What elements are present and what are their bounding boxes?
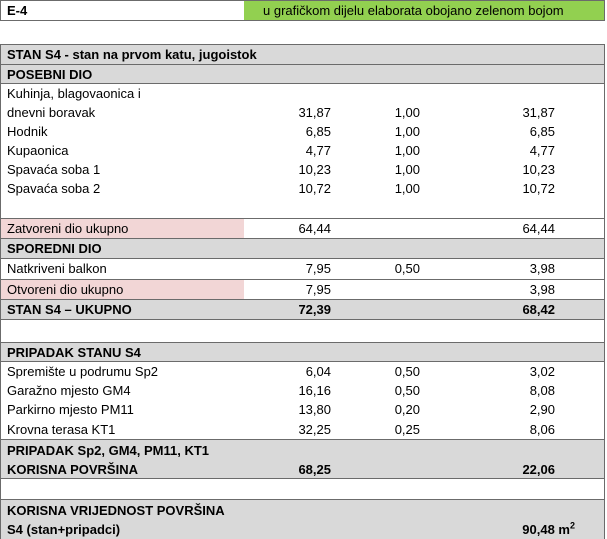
spacer-row xyxy=(0,198,605,218)
apartment-total-row xyxy=(0,299,605,320)
total-label: Otvoreni dio ukupno xyxy=(7,282,124,297)
gross-area: 4,77 xyxy=(305,143,331,158)
coefficient: 0,50 xyxy=(394,261,420,276)
gross-area: 16,16 xyxy=(298,383,331,398)
useful-area: 8,08 xyxy=(529,383,555,398)
apartment-title: STAN S4 - stan na prvom katu, jugoistok xyxy=(7,47,257,62)
useful-area: 3,02 xyxy=(529,364,555,379)
useful-area: 10,72 xyxy=(522,181,555,196)
useful-area: 10,23 xyxy=(522,162,555,177)
coefficient: 0,20 xyxy=(394,402,420,417)
section-heading-pripadak xyxy=(0,342,605,362)
useful-value-label-line1: KORISNA VRIJEDNOST POVRŠINA xyxy=(7,503,225,518)
appurtenance-name: Garažno mjesto GM4 xyxy=(7,383,131,398)
table-row xyxy=(0,160,605,179)
apartment-code: E-4 xyxy=(7,3,28,18)
gross-area: 10,72 xyxy=(298,181,331,196)
gross-area: 7,95 xyxy=(305,282,331,297)
useful-value-total xyxy=(1,520,575,539)
gross-area: 6,04 xyxy=(305,364,331,379)
useful-area: 3,98 xyxy=(529,261,555,276)
gross-area: 13,80 xyxy=(298,402,331,417)
useful-value-total-row xyxy=(0,499,605,539)
room-name: Spavaća soba 1 xyxy=(7,162,101,177)
table-row xyxy=(0,381,605,400)
room-name: Spavaća soba 2 xyxy=(7,181,101,196)
closed-total-row xyxy=(0,218,605,238)
room-name: Natkriveni balkon xyxy=(7,261,107,276)
table-row xyxy=(0,84,605,103)
gross-area: 72,39 xyxy=(298,302,331,317)
summary-label-line1: PRIPADAK Sp2, GM4, PM11, KT1 xyxy=(7,443,210,458)
room-name: dnevni boravak xyxy=(7,105,96,120)
useful-value-number: 90,48 m xyxy=(522,522,570,537)
unit-superscript: 2 xyxy=(569,520,575,531)
summary-label-line2: KORISNA POVRŠINA xyxy=(7,462,138,477)
appurtenance-name: Parkirno mjesto PM11 xyxy=(7,402,134,417)
table-row xyxy=(0,362,605,381)
useful-area: 68,42 xyxy=(522,302,555,317)
coefficient: 1,00 xyxy=(394,162,420,177)
spacer-row xyxy=(0,320,605,342)
table-row xyxy=(0,400,605,420)
room-name: Hodnik xyxy=(7,124,48,139)
apartment-title-row xyxy=(0,44,605,64)
table-row xyxy=(0,122,605,141)
coefficient: 1,00 xyxy=(394,105,420,120)
table-row xyxy=(0,420,605,439)
useful-area: 31,87 xyxy=(522,105,555,120)
useful-value-label-line2: S4 (stan+pripadci) xyxy=(7,522,121,537)
gross-area: 7,95 xyxy=(305,261,331,276)
table-row xyxy=(0,259,605,279)
useful-area: 8,06 xyxy=(529,422,555,437)
useful-area: 3,98 xyxy=(529,282,555,297)
gross-area: 10,23 xyxy=(298,162,331,177)
useful-area: 22,06 xyxy=(522,462,555,477)
useful-area: 4,77 xyxy=(529,143,555,158)
section-heading-posebni xyxy=(0,64,605,84)
coefficient: 0,50 xyxy=(394,364,420,379)
appurtenance-summary-row xyxy=(0,439,605,479)
coefficient: 1,00 xyxy=(394,143,420,158)
gross-area: 32,25 xyxy=(298,422,331,437)
useful-area: 64,44 xyxy=(522,221,555,236)
useful-area: 2,90 xyxy=(529,402,555,417)
room-name-line1: Kuhinja, blagovaonica i xyxy=(7,86,141,101)
spacer-row xyxy=(0,479,605,499)
section-heading: SPOREDNI DIO xyxy=(7,241,102,256)
coefficient: 0,50 xyxy=(394,383,420,398)
useful-area: 6,85 xyxy=(529,124,555,139)
table-row xyxy=(0,103,605,122)
coefficient: 0,25 xyxy=(394,422,420,437)
appurtenance-name: Spremište u podrumu Sp2 xyxy=(7,364,159,379)
coefficient: 1,00 xyxy=(394,181,420,196)
open-total-row xyxy=(0,279,605,299)
appurtenance-name: Krovna terasa KT1 xyxy=(7,422,116,437)
table-row xyxy=(0,179,605,198)
coefficient: 1,00 xyxy=(394,124,420,139)
total-label: Zatvoreni dio ukupno xyxy=(7,221,129,236)
gross-area: 6,85 xyxy=(305,124,331,139)
total-label: STAN S4 – UKUPNO xyxy=(7,302,132,317)
header-row xyxy=(0,0,605,21)
section-heading: POSEBNI DIO xyxy=(7,67,93,82)
gross-area: 31,87 xyxy=(298,105,331,120)
legend-note: u grafičkom dijelu elaborata obojano zelenom bojom xyxy=(263,3,564,18)
section-heading: PRIPADAK STANU S4 xyxy=(7,345,141,360)
table-row xyxy=(0,141,605,160)
gross-area: 68,25 xyxy=(298,462,331,477)
section-heading-sporedni xyxy=(0,238,605,259)
gross-area: 64,44 xyxy=(298,221,331,236)
room-name: Kupaonica xyxy=(7,143,69,158)
